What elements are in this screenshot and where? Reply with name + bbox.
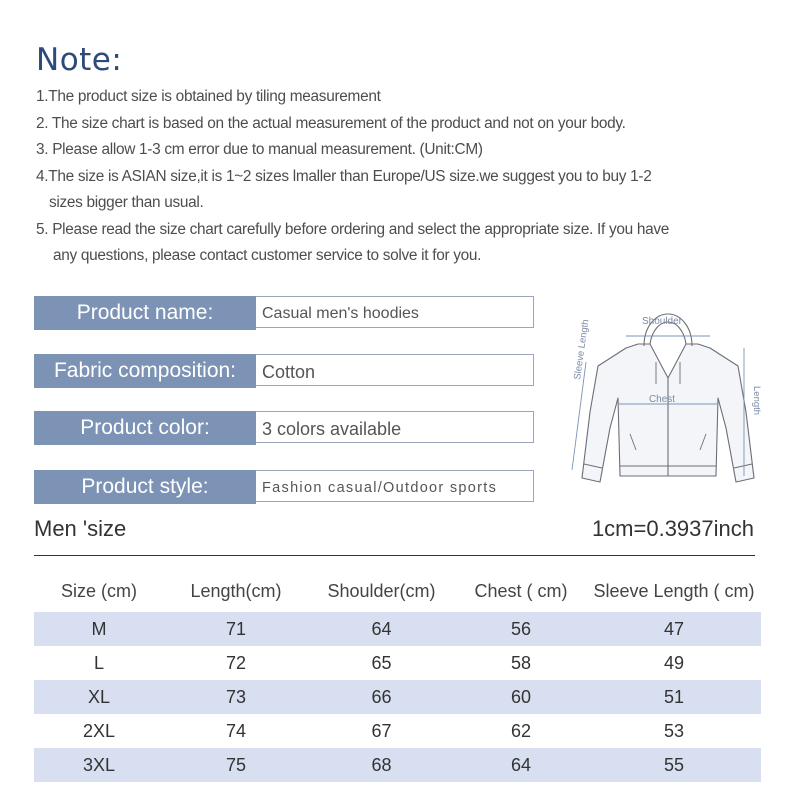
table-row — [34, 748, 761, 782]
product-name-value: Casual men's hoodies — [256, 296, 534, 328]
unit-conversion: 1cm=0.3937inch — [591, 516, 754, 541]
cell-shoulder: 68 — [308, 748, 455, 782]
cell-sleeve-length: 47 — [587, 612, 761, 646]
product-color-label: Product color: — [34, 411, 256, 445]
product-name-label: Product name: — [34, 296, 256, 330]
note-line-1: 1.The product size is obtained by tiling measurement — [36, 88, 381, 105]
cell-length: 71 — [164, 612, 308, 646]
shoulder-label: Shoulder — [641, 316, 683, 327]
cell-length: 73 — [164, 680, 308, 714]
fabric-composition-row — [34, 354, 536, 388]
col-sleeve-length: Sleeve Length ( cm) — [593, 580, 755, 601]
product-style-label: Product style: — [34, 470, 256, 504]
table-row — [34, 646, 761, 680]
cell-sleeve-length: 51 — [587, 680, 761, 714]
hoodie-measurement-diagram — [560, 300, 772, 510]
note-line-2: 2. The size chart is based on the actual measurement of the product and not on your body. — [36, 115, 626, 132]
col-shoulder: Shoulder(cm) — [327, 580, 436, 601]
men-size-heading: Men 'size — [34, 516, 127, 541]
note-title: Note: — [36, 42, 123, 78]
cell-size: L — [93, 652, 104, 673]
cell-shoulder: 64 — [308, 612, 455, 646]
note-line-5-cont: any questions, please contact customer service to solve it for you. — [53, 247, 482, 264]
col-size: Size (cm) — [61, 580, 137, 601]
product-style-row — [34, 470, 536, 504]
note-line-3: 3. Please allow 1-3 cm error due to manual measurement. (Unit:CM) — [36, 141, 483, 158]
chest-label: Chest — [648, 394, 676, 405]
col-length: Length(cm) — [190, 580, 282, 601]
cell-shoulder: 65 — [371, 652, 392, 673]
cell-shoulder: 66 — [308, 680, 455, 714]
note-line-5: 5. Please read the size chart carefully before ordering and select the appropriate size. If you have — [36, 221, 670, 238]
cell-size: 2XL — [82, 720, 116, 741]
table-row — [34, 714, 761, 748]
cell-chest: 56 — [455, 612, 587, 646]
cell-shoulder: 67 — [371, 720, 392, 741]
cell-sleeve-length: 55 — [587, 748, 761, 782]
cell-chest: 58 — [510, 652, 532, 673]
sleeve-length-label: Sleeve Length — [572, 318, 592, 381]
cell-length: 74 — [225, 720, 247, 741]
product-color-row — [34, 411, 536, 445]
cell-size: M — [34, 612, 164, 646]
fabric-composition-value: Cotton — [256, 354, 534, 386]
cell-chest: 60 — [455, 680, 587, 714]
cell-length: 75 — [164, 748, 308, 782]
product-name-row — [34, 296, 536, 330]
table-row — [34, 612, 761, 646]
product-color-value: 3 colors available — [256, 411, 534, 443]
size-table-header — [34, 570, 761, 612]
fabric-composition-label: Fabric composition: — [34, 354, 256, 388]
product-style-value: Fashion casual/Outdoor sports — [256, 470, 534, 502]
cell-size: XL — [34, 680, 164, 714]
note-line-4: 4.The size is ASIAN size,it is 1~2 sizes lmaller than Europe/US size.we suggest you to buy 1-2 — [36, 168, 652, 185]
cell-length: 72 — [225, 652, 247, 673]
cell-chest: 62 — [510, 720, 532, 741]
length-label: Length — [751, 386, 762, 416]
size-table — [34, 570, 761, 782]
cell-sleeve-length: 53 — [663, 720, 685, 741]
note-line-4-cont: sizes bigger than usual. — [49, 194, 204, 211]
table-row — [34, 680, 761, 714]
cell-size: 3XL — [34, 748, 164, 782]
col-chest: Chest ( cm) — [474, 580, 568, 601]
cell-sleeve-length: 49 — [663, 652, 685, 673]
divider-line — [34, 555, 755, 556]
cell-chest: 64 — [455, 748, 587, 782]
